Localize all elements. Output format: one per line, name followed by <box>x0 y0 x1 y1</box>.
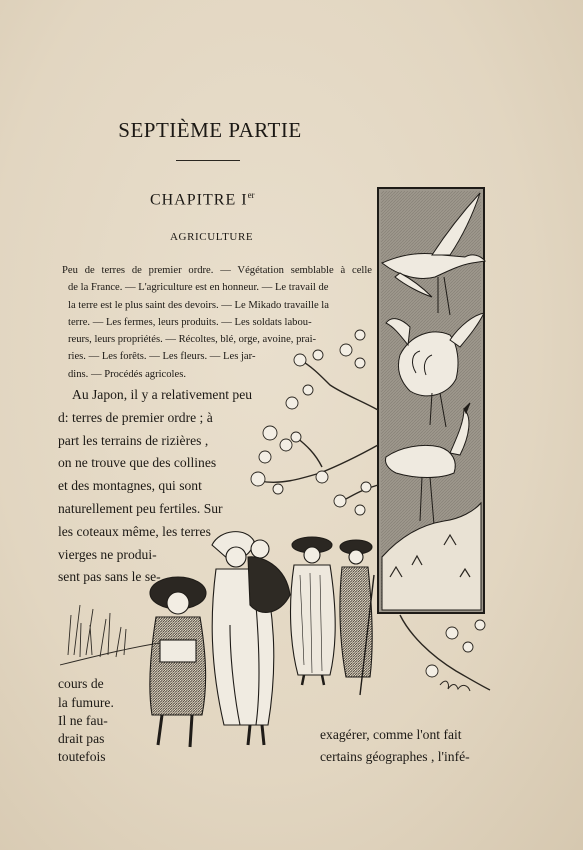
tail-line: drait pas <box>58 731 105 746</box>
body-line: sent pas sans le se- <box>58 569 161 585</box>
body-line: vierges ne produi- <box>58 546 157 562</box>
chapter-text: CHAPITRE I <box>150 191 248 209</box>
tail-line: cours de <box>58 676 104 691</box>
tail-line: exagérer, comme l'ont fait <box>320 727 462 742</box>
cranes-panel <box>378 188 485 613</box>
body-line: les coteaux même, les terres <box>58 523 211 539</box>
child-with-hat <box>150 577 206 747</box>
tail-line: la fumure. <box>58 695 114 710</box>
tail-line: Il ne fau- <box>58 713 108 728</box>
summary-line: de la France. — L'agriculture est en honneur. — Le travail de <box>68 282 329 294</box>
body-line: on ne trouve que des collines <box>58 455 217 471</box>
summary-line: reurs, leurs propriétés. — Récoltes, blé, orge, avoine, prai- <box>68 334 317 346</box>
summary-line: la terre est le plus saint des devoirs. — Le Mikado travaille la <box>68 299 329 311</box>
section-title: AGRICULTURE <box>170 231 254 243</box>
artist-signature <box>440 681 470 691</box>
body-line: naturellement peu fertiles. Sur <box>58 500 223 516</box>
chapter-summary <box>62 262 372 383</box>
summary-line: terre. — Les fermes, leurs produits. — Les soldats labou- <box>68 316 312 328</box>
summary-line: Peu de terres de premier ordre. — Végétation semblable à celle <box>62 265 372 276</box>
body-paragraph <box>58 384 293 589</box>
body-line: Au Japon, il y a relativement peu <box>72 387 253 402</box>
body-line: et des montagnes, qui sont <box>58 478 202 494</box>
tail-line: toutefois <box>58 749 106 764</box>
chapter-sup: er <box>247 190 255 200</box>
summary-line: ries. — Les forêts. — Les fleurs. — Les jar- <box>68 351 256 363</box>
child-straw-coat <box>291 537 336 685</box>
title-divider <box>176 160 240 161</box>
summary-line: dins. — Procédés agricoles. <box>68 368 186 380</box>
chapter-heading <box>150 190 255 209</box>
child-with-stick <box>340 540 374 695</box>
part-title: SEPTIÈME PARTIE <box>118 118 302 142</box>
body-line: d: terres de premier ordre ; à <box>58 409 213 425</box>
body-line: part les terrains de rizières , <box>58 432 209 448</box>
tail-line: certains géographes , l'infé- <box>320 749 470 764</box>
